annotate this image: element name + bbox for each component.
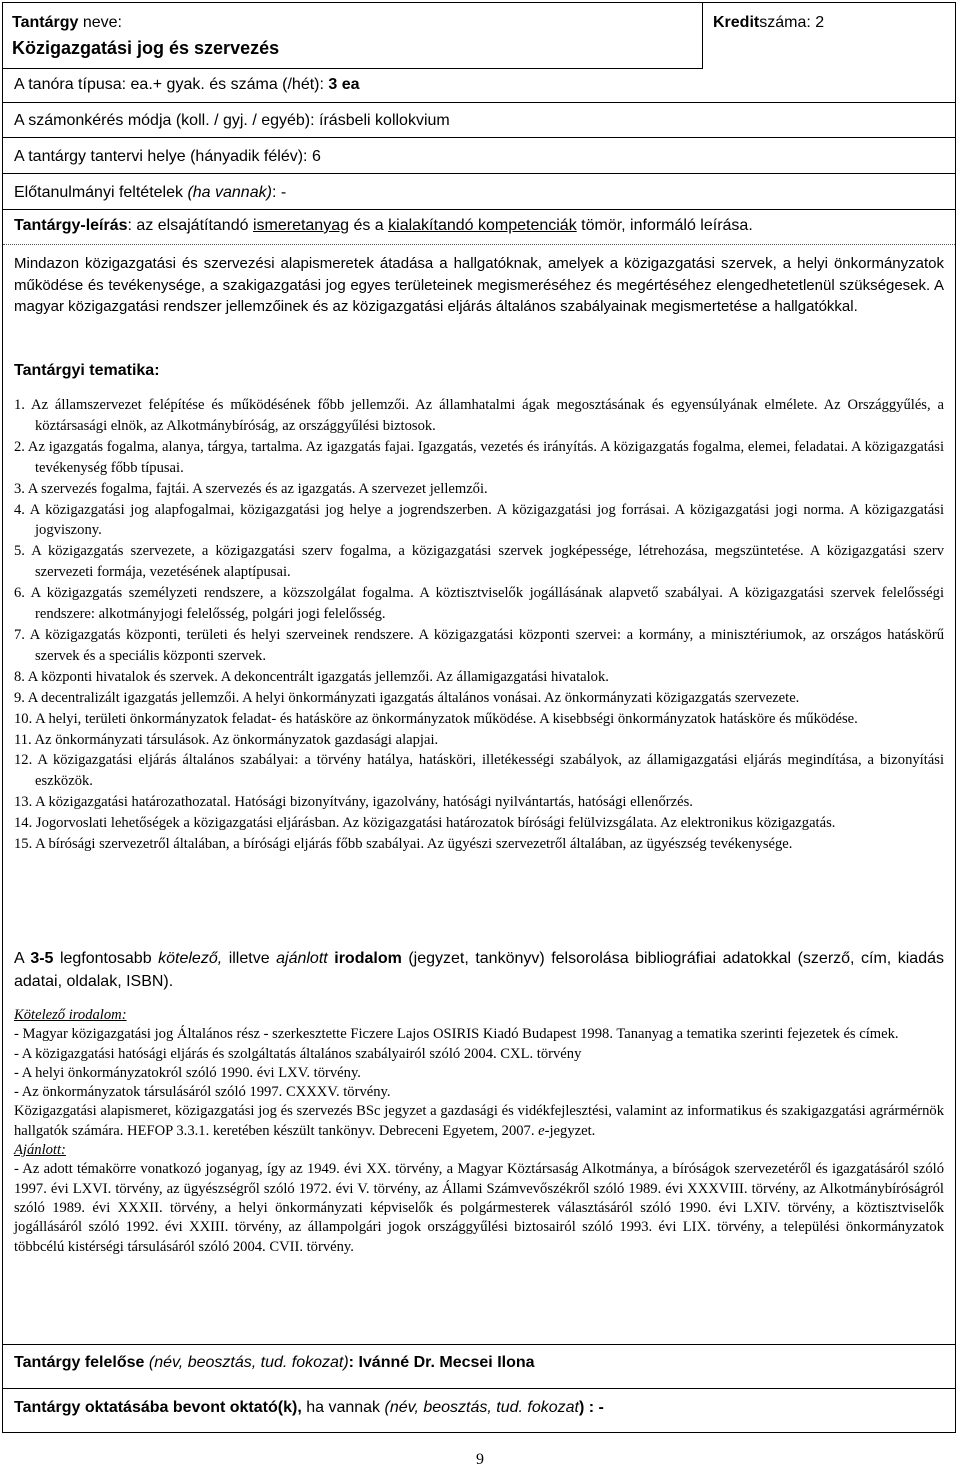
- recommended-heading: Ajánlott:: [14, 1142, 66, 1159]
- exam-type-row: A számonkérés módja (koll. / gyj. / egyéb): írásbeli kollokvium: [14, 112, 450, 129]
- topic-item: 3. A szervezés fogalma, fajtái. A szervezés és az igazgatás. A szervezet jellemzői.: [14, 480, 488, 497]
- divider: [3, 102, 955, 103]
- responsible-row: Tantárgy felelőse (név, beosztás, tud. fokozat): Ivánné Dr. Mecsei Ilona: [14, 1354, 535, 1371]
- recommended-text: - Az adott témakörre vonatkozó joganyag, így az 1949. évi XX. törvény, a Magyar Köztársaság Alkotmánya, a bíróságok szervezetéről és igazgatásáról szóló 1997. évi LXVI. törvény, az ügyészségről szóló 1972. évi V. törvény, az Állami Számvevőszékről szóló 1989. évi XXXVIII. törvény, az Alkotmánybíróságról szóló 1989. évi XXXII. törvény, a helyi önkormányzati képviselők és polgármesterek választásáról szóló 1990. évi LXIV. törvény, a köztisztviselők jogállásáról szóló 1992. évi XXIII. törvény, az állampolgári jogok országgyűlési biztosairól szóló 1993. évi LIX. törvény, a települési önkormányzatok többcélú kistérségi társulásáról szóló 2004. CVII. törvény.: [14, 1161, 944, 1255]
- instructors-row: Tantárgy oktatásába bevont oktató(k), ha vannak (név, beosztás, tud. fokozat) : -: [14, 1399, 604, 1416]
- divider: [3, 137, 955, 138]
- topic-item: 5. A közigazgatás szervezete, a közigazgatási szerv fogalma, a közigazgatási szervek jogképessége, létrehozása, megszüntetése. A közigazgatási szerv szervezeti formája, vezetésének alaptípusai.: [14, 543, 944, 581]
- topic-item: 12. A közigazgatási eljárás általános szabályai: a törvény hatálya, hatásköri, illetékességi szabályok, az államigazgatási eljárás megindítása, a bizonyítási eszközök.: [14, 752, 944, 790]
- divider: [3, 173, 955, 174]
- literature-block: [14, 1006, 944, 1257]
- credit-value: száma: 2: [759, 14, 825, 31]
- divider: [3, 1344, 955, 1345]
- topic-item: 14. Jogorvoslati lehetőségek a közigazgatási eljárásban. Az közigazgatási határozatok bírósági felülvizsgálata. Az elektronikus közigazgatás.: [14, 815, 836, 832]
- topic-item: 15. A bírósági szervezetről általában, a bírósági eljárás főbb szabályai. Az ügyészi szervezetről általában, az ügyészség tevékenysége.: [14, 836, 793, 853]
- topics-list: [14, 395, 944, 855]
- competency-link: kialakítandó kompetenciák: [388, 217, 577, 234]
- lesson-type-label: A tanóra típusa: ea.+ gyak. és száma (/hét):: [14, 76, 329, 93]
- topic-item: 10. A helyi, területi önkormányzatok feladat- és hatásköre az önkormányzatok működése. A kisebbségi önkormányzatok hatásköre és működése.: [14, 710, 858, 727]
- knowledge-link: ismeretanyag: [252, 217, 349, 234]
- required-item: - Magyar közigazgatási jog Általános rész - szerkesztette Ficzere Lajos OSIRIS Kiadó Budapest 1998. Tananyag a tematika szerinti fejezetek és címek.: [14, 1026, 899, 1043]
- topic-item: 1. Az államszervezet felépítése és működésének főbb jellemzői. Az államhatalmi ágak megosztásának és egyensúlyának elmélete. Az Országgyűlés, a köztársasági elnök, az Alkotmánybíróság, az országgyűlési biztosok.: [14, 397, 944, 434]
- credit-cell: [703, 3, 955, 69]
- topic-item: 4. A közigazgatási jog alapfogalmai, közigazgatási jog helye a jogrendszerben. A közigazgatási jog forrásai. A közigazgatási jogi norma. A közigazgatási jogviszony.: [14, 501, 944, 539]
- topic-item: 11. Az önkormányzati társulások. Az önkormányzatok gazdasági alapjai.: [14, 731, 439, 748]
- required-list: [14, 1025, 944, 1102]
- divider: [3, 209, 955, 210]
- topics-heading: Tantárgyi tematika:: [14, 362, 160, 379]
- curriculum-place-row: A tantárgy tantervi helye (hányadik félév): 6: [14, 148, 321, 165]
- subject-label-rest: neve:: [78, 14, 122, 31]
- dotted-divider: [3, 244, 955, 245]
- topic-item: 6. A közigazgatás személyzeti rendszere, a közszolgálat fogalma. A köztisztviselők jogállásának alapvető szabályai. A közigazgatási szervek felelősségi rendszere: alkotmányjogi felelősség, polgári jogi felelősség.: [14, 585, 944, 623]
- lesson-type-row: [14, 75, 955, 94]
- extra-textbook: Közigazgatási alapismeret, közigazgatási jog és szervezés BSc jegyzet a gazdasági és vidékfejlesztési, valamint az informatikus és szakigazgatási agrármérnök hallgatók számára. HEFOP 3.3.1. keretében készült tankönyv. Debreceni Egyetem, 2007. e-jegyzet.: [14, 1103, 944, 1139]
- topic-item: 9. A decentralizált igazgatás jellemzői. A helyi önkormányzati igazgatás általános vonásai. Az önkormányzati közigazgatás szervezete.: [14, 689, 800, 706]
- prerequisites-row: Előtanulmányi feltételek (ha vannak): -: [14, 184, 287, 201]
- subject-name-cell: [3, 3, 703, 69]
- responsible-name: Ivánné Dr. Mecsei Ilona: [358, 1354, 535, 1371]
- subject-name: Közigazgatási jog és szervezés: [12, 38, 280, 58]
- page-number: 9: [476, 1451, 484, 1468]
- course-form: [2, 2, 956, 1433]
- required-item: - Az önkormányzatok társulásáról szóló 1997. CXXXV. törvény.: [14, 1084, 391, 1101]
- required-item: - A helyi önkormányzatokról szóló 1990. évi LXV. törvény.: [14, 1064, 361, 1081]
- credit-label: Kredit: [713, 14, 760, 31]
- topic-item: 7. A közigazgatás központi, területi és helyi szerveinek rendszere. A közigazgatási központi szervei: a kormány, a minisztériumok, az országos hatáskörű szervek és a speciális központi szervek.: [14, 626, 944, 664]
- description-heading-row: Tantárgy-leírás: az elsajátítandó ismeretanyag és a kialakítandó kompetenciák tömör, informáló leírása.: [14, 217, 753, 234]
- required-heading: Kötelező irodalom:: [14, 1007, 127, 1023]
- topic-item: 13. A közigazgatási határozathozatal. Hatósági bizonyítvány, igazolvány, hatósági nyilvántartás, hatósági ellenőrzés.: [14, 794, 693, 811]
- required-item: - A közigazgatási hatósági eljárás és szolgáltatás általános szabályairól szóló 2004. CXL. törvény: [14, 1045, 582, 1062]
- description-paragraph: Mindazon közigazgatási és szervezési alapismeretek átadása a hallgatóknak, amelyek a közigazgatási szervek, a helyi önkormányzatok működése és tevékenysége, a szakigazgatási jog egyes területeinek megismeréséhez és megértéséhez elengedhetetlenül szükségesek. A magyar közigazgatási rendszer jellemzőinek és az közigazgatási eljárás általános szabályainak megismertetése a hallgatókkal.: [14, 255, 944, 315]
- topic-item: 8. A központi hivatalok és szervek. A dekoncentrált igazgatás jellemzői. Az államigazgatási hivatalok.: [14, 668, 609, 685]
- subject-label-bold: Tantárgy: [12, 14, 79, 31]
- divider: [3, 1388, 955, 1389]
- literature-intro: A 3-5 legfontosabb kötelező, illetve ajánlott irodalom (jegyzet, tankönyv) felsorolása bibliográfiai adatokkal (szerző, cím, kiadás adatai, oldalak, ISBN).: [14, 950, 944, 990]
- topic-item: 2. Az igazgatás fogalma, alanya, tárgya, tartalma. Az igazgatás fajai. Igazgatás, vezetés és irányítás. A közigazgatás fogalma, elemei, feladatai. A közigazgatási tevékenység főbb típusai.: [14, 438, 944, 476]
- lesson-type-value: 3 ea: [328, 76, 360, 93]
